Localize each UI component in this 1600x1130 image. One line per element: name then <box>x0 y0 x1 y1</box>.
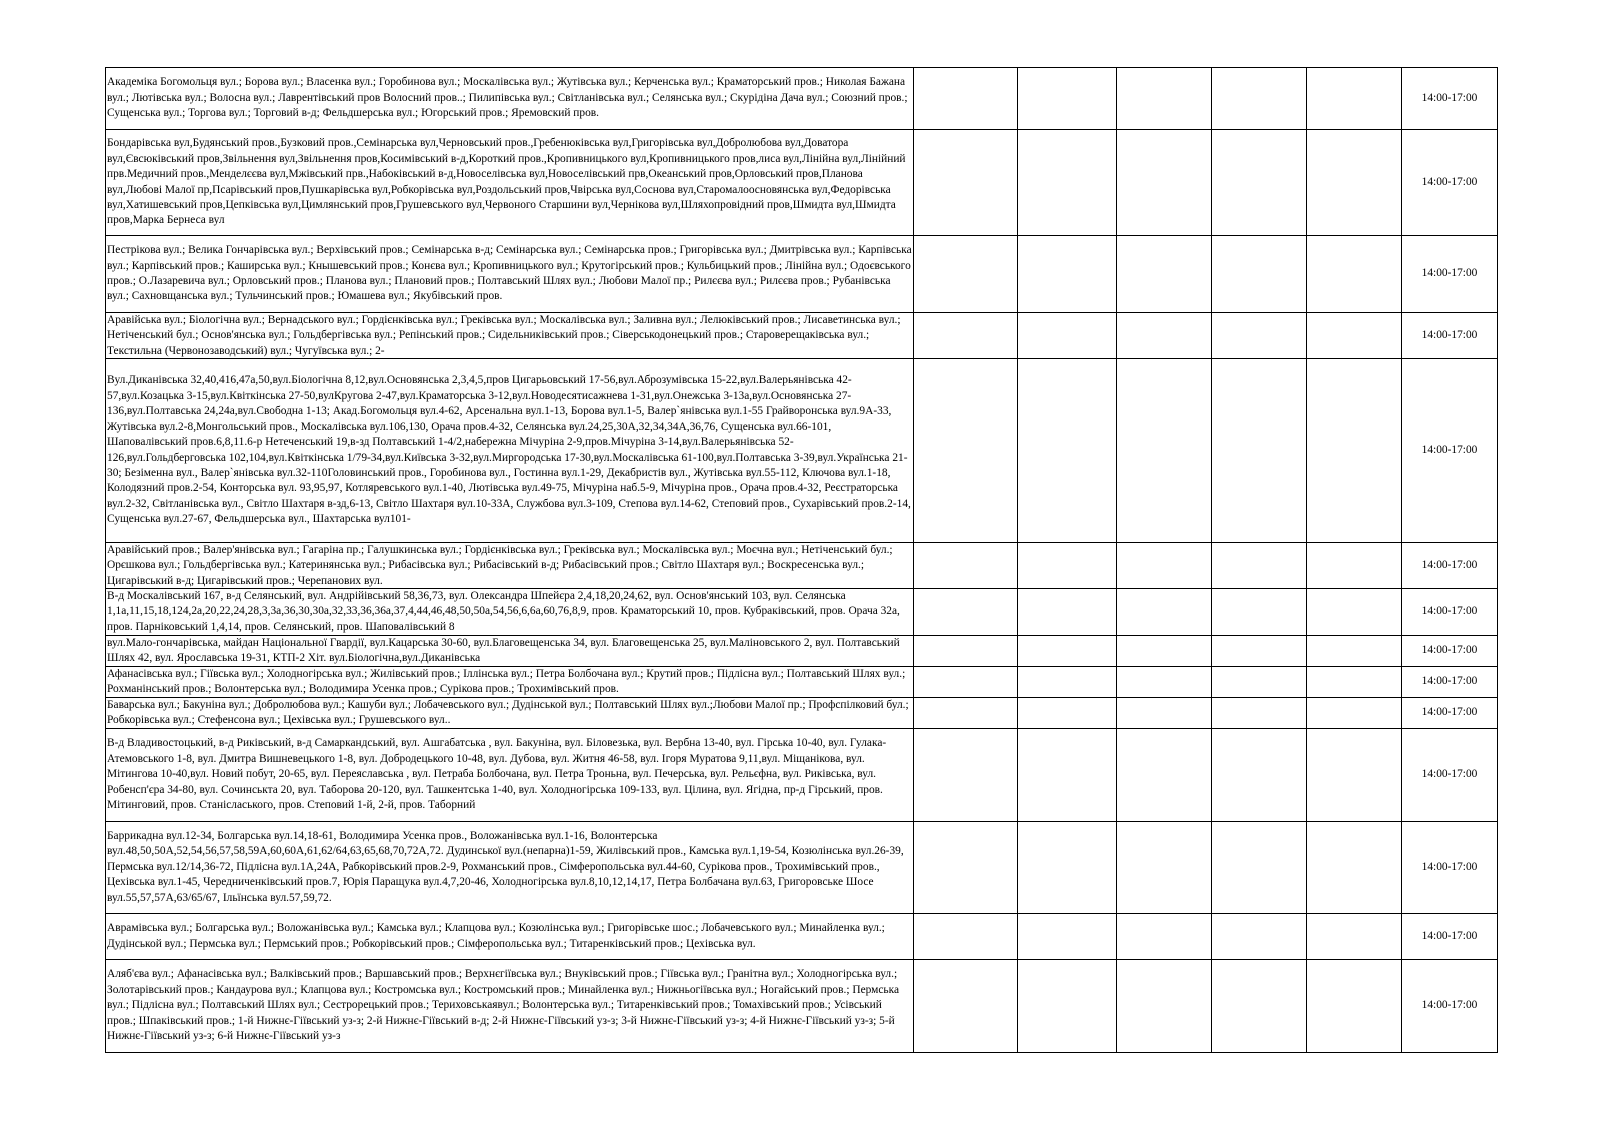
address-cell <box>106 589 914 636</box>
address-cell <box>106 729 914 822</box>
empty-cell <box>914 729 1018 822</box>
empty-cell <box>914 589 1018 636</box>
empty-cell <box>1018 698 1117 729</box>
time-window-cell: 14:00-17:00 <box>1402 359 1498 543</box>
empty-cell <box>1307 130 1402 236</box>
street-list: Академіка Богомольця вул.; Борова вул.; Власенка вул.; Горобинова вул.; Москалівська вул.; Жутівська вул.; Керченська вул.; Краматорський пров.; Николая Бажана вул.; Лютівська вул.; Волосна вул.; Лаврентівський пров Волосний пров..; Пилипівська вул.; Світланівська вул.; Селянська вул.; Скурідіна Дача вул.; Союзний пров.; Сущенська вул.; Торгова вул.; Торговий в-д; Фельдшерська вул.; Югорський пров.; Яремовский пров. <box>107 76 908 120</box>
empty-cell <box>1212 667 1307 698</box>
address-cell <box>106 822 914 914</box>
address-cell <box>106 68 914 130</box>
time-window-cell: 14:00-17:00 <box>1402 589 1498 636</box>
empty-cell <box>1018 914 1117 960</box>
empty-cell <box>1212 130 1307 236</box>
empty-cell <box>1307 667 1402 698</box>
table-row <box>106 960 1498 1053</box>
empty-cell <box>914 68 1018 130</box>
address-cell <box>106 914 914 960</box>
empty-cell <box>1117 667 1212 698</box>
empty-cell <box>1307 236 1402 313</box>
time-window-cell: 14:00-17:00 <box>1402 667 1498 698</box>
outage-schedule-table <box>105 67 1498 1053</box>
empty-cell <box>1212 914 1307 960</box>
table-row <box>106 236 1498 313</box>
table-row <box>106 667 1498 698</box>
empty-cell <box>914 543 1018 589</box>
empty-cell <box>1307 636 1402 667</box>
empty-cell <box>1307 914 1402 960</box>
empty-cell <box>1212 636 1307 667</box>
empty-cell <box>1117 130 1212 236</box>
empty-cell <box>1117 589 1212 636</box>
street-list: Афанасівська вул.; Гіївська вул.; Холодногірська вул.; Жилівський пров.; Іллінська вул.; Петра Болбочана вул.; Крутий пров.; Підлісна вул.; Полтавський Шлях вул.; Рохманінський пров.; Волонтерська вул.; Володимира Усенка пров.; Сурікова пров.; Трохимівський пров. <box>107 668 906 696</box>
time-window-cell: 14:00-17:00 <box>1402 68 1498 130</box>
empty-cell <box>1212 822 1307 914</box>
time-window-cell: 14:00-17:00 <box>1402 130 1498 236</box>
table-row <box>106 698 1498 729</box>
empty-cell <box>1307 960 1402 1053</box>
empty-cell <box>914 130 1018 236</box>
address-cell <box>106 960 914 1053</box>
empty-cell <box>1307 68 1402 130</box>
empty-cell <box>914 636 1018 667</box>
address-cell <box>106 236 914 313</box>
empty-cell <box>1018 236 1117 313</box>
address-cell <box>106 698 914 729</box>
empty-cell <box>1117 822 1212 914</box>
empty-cell <box>1018 359 1117 543</box>
empty-cell <box>1307 543 1402 589</box>
empty-cell <box>914 667 1018 698</box>
table-row <box>106 636 1498 667</box>
empty-cell <box>1212 589 1307 636</box>
time-window-cell: 14:00-17:00 <box>1402 729 1498 822</box>
empty-cell <box>1018 729 1117 822</box>
empty-cell <box>914 236 1018 313</box>
table-row <box>106 914 1498 960</box>
empty-cell <box>1018 822 1117 914</box>
street-list: В-д Москалівський 167, в-д Селянський, вул. Андрійівський 58,36,73, вул. Олександра Шпейєра 2,4,18,20,24,62, вул. Основ'янський 103, вул. Селянська 1,1а,11,15,18,124,2а,20,22,24,28,3,3а,36,30,30а,32,33,36,36а,37,4,44,46,48,50,50а,54,56,6,6а,60,76,8,9, пров. Краматорський 10, пров. Кубраківський, пров. Орача 32а, пров. Парніковський 1,4,14, пров. Селянський, пров. Шаповалівський 8 <box>107 590 900 633</box>
empty-cell <box>1117 543 1212 589</box>
empty-cell <box>914 914 1018 960</box>
empty-cell <box>914 960 1018 1053</box>
table-row <box>106 822 1498 914</box>
empty-cell <box>1117 960 1212 1053</box>
empty-cell <box>1212 359 1307 543</box>
empty-cell <box>1117 914 1212 960</box>
street-list: Бондарівська вул,Будянський пров.,Бузковий пров.,Семінарська вул,Черновський пров.,Гребенюківська вул,Григорівська вул,Добролюбова вул,Доватора вул,Євсюківський пров,Звільнення вул,Звільнення пров,Косимівський в-д,Короткий пров.,Кропивницького вул,Кропивницького пров,лиса вул,Лінійна вул,Лінійний прв.Медичний пров.,Менделєєва вул,Мжівський прв.,Набоківський в-д,Новоселівська вул,Новоселівський прв,Океанський пров,Орловський пров,Планова вул,Любові Малої пр,Псарівський пров,Пушкарівська вул,Робкорівська вул,Роздольський пров,Чвірська вул,Соснова вул,Старомалооснoвянська вул,Федорівська вул,Хатишевський пров,Цепківська вул,Цимлянський пров,Грушевського вул,Червоного Старшини вул,Чернікова вул,Шляхопровідний пров,Шмидта вул,Шмидта пров,Марка Бернеса вул <box>107 137 906 227</box>
empty-cell <box>1307 822 1402 914</box>
address-cell <box>106 636 914 667</box>
empty-cell <box>1212 236 1307 313</box>
empty-cell <box>1212 960 1307 1053</box>
empty-cell <box>1117 313 1212 359</box>
empty-cell <box>1212 729 1307 822</box>
address-cell <box>106 667 914 698</box>
time-window-cell: 14:00-17:00 <box>1402 960 1498 1053</box>
empty-cell <box>1018 667 1117 698</box>
address-cell <box>106 543 914 589</box>
empty-cell <box>1018 68 1117 130</box>
table-row <box>106 313 1498 359</box>
empty-cell <box>1117 236 1212 313</box>
address-cell <box>106 313 914 359</box>
empty-cell <box>1307 729 1402 822</box>
table-body <box>106 68 1498 1053</box>
empty-cell <box>1018 589 1117 636</box>
address-cell <box>106 359 914 543</box>
empty-cell <box>1018 130 1117 236</box>
address-cell <box>106 130 914 236</box>
table-row <box>106 729 1498 822</box>
table-row <box>106 543 1498 589</box>
empty-cell <box>1117 359 1212 543</box>
street-list: Баррикадна вул.12-34, Болгарська вул.14,18-61, Володимира Усенка пров., Воложанівська вул.1-16, Волонтерська вул.48,50,50А,52,54,56,57,58,59А,60,60А,61,62/64,63,65,68,70,72А,72. Дудинської вул.(непарна)1-59, Жилівський пров., Камська вул.1,19-54, Козюлінська вул.26-39, Пермська вул.12/14,36-72, Підлісна вул.1А,24А, Рабкорівський пров.2-9, Рохманський пров., Сімферопольська вул.44-60, Сурікова пров., Трохимівський пров., Цехівська вул.1-45, Чередниченківський пров.7, Юрія Паращука вул.4,7,20-46, Холодногірська вул.8,10,12,14,17, Петра Болбачана вул.63, Григоровське Шосе вул.55,57,57А,63/65/67, Ільїнська вул.57,59,72. <box>107 829 904 904</box>
street-list: Аравійський пров.; Валер'янівська вул.; Гагаріна пр.; Галушкинська вул.; Гордієнківська вул.; Греківська вул.; Москалівська вул.; Моєчна вул.; Нетіченський бул.; Орєшкова вул.; Гольдбергівська вул.; Катеринянська вул.; Рибасівська вул.; Рибасівський в-д; Рибасівський пров.; Світло Шахтаря вул.; Воскресенська вул.; Цигарівський в-д; Цигарівський пров.; Черепанових вул. <box>107 544 893 587</box>
street-list: Вул.Диканівська 32,40,416,47а,50,вул.Біологічна 8,12,вул.Основянська 2,3,4,5,пров Цигарьовський 17-56,вул.Аброзумівська 15-22,вул.Валерьянівська 42-57,вул.Козацька 3-15,вул.Квіткінська 27-50,вулКругова 2-47,вул.Краматорська 3-12,вул.Новодесятисажнева 1-31,вул.Онежська 3-13а,вул.Основянська 27-136,вул.Полтавська 24,24а,вул.Свободна 1-13; Акад.Богомольця вул.4-62, Арсенальна вул.1-13, Борова вул.1-5, Валер`янівська вул.1-55 Грайворонська вул.9А-33, Жутівська вул.2-8,Монгольський пров., Москалівська вул.106,130, Орача пров.4-32, Селянська вул.24,25,30А,32,34,34А,36,76, Сущенська вул.66-101, Шаповалівський пров.6,8,11.6-р Нетеченський 19,в-зд Полтавський 1-4/2,набережна Мічуріна 2-9,пров.Мічуріна 3-14,вул.Валерьянівська 52-126,вул.Гольдберговська 102,104,вул.Квіткінська 1/79-34,вул.Київська 3-32,вул.Миргородська 17-30,вул.Москалівська 61-100,вул.Полтавська 3-39,вул.Українська 21-30; Безіменна вул., Валер`янівська вул.32-110Головинський пров., Горобинова вул., Гостинна вул.1-29, Декабристів вул., Жутівська вул.55-112, Ключова вул.1-18, Колодязний пров.2-54, Конторська вул. 93,95,97, Котляревського вул.1-40, Лютівська вул.49-75, Мічуріна наб.5-9, Мічуріна пров., Орача пров.4-32, Реєстраторська вул.2-32, Світланівська вул., Світло Шахтаря в-зд,6-13, Світло Шахтаря вул.10-33А, Службова вул.3-109, Степова вул.14-62, Степовий пров., Сухарівський пров.2-14, Сущенська вул.27-67, Фельдшерська вул., Шахтарська вул101- <box>107 374 911 526</box>
empty-cell <box>1212 543 1307 589</box>
empty-cell <box>1117 698 1212 729</box>
empty-cell <box>1018 636 1117 667</box>
empty-cell <box>1212 698 1307 729</box>
time-window-cell: 14:00-17:00 <box>1402 698 1498 729</box>
time-window-cell: 14:00-17:00 <box>1402 822 1498 914</box>
table-row <box>106 130 1498 236</box>
empty-cell <box>1117 636 1212 667</box>
empty-cell <box>914 822 1018 914</box>
time-window-cell: 14:00-17:00 <box>1402 543 1498 589</box>
street-list: В-д Владивостоцький, в-д Риківський, в-д Самаркандський, вул. Ашгабатська , вул. Бакуніна, вул. Біловезька, вул. Вербна 13-40, вул. Гірська 10-40, вул. Гулака-Атемовського 1-8, вул. Дмитра Вишневецького 1-8, вул. Добродецького 10-48, вул. Дубова, вул. Житня 46-58, вул. Ігоря Муратова 9,11,вул. Міщанікова, вул. Мітингова 10-40,вул. Новий побут, 20-65, вул. Переяславська , вул. Петраба Болбочана, вул. Петра Троньна, вул. Печерська, вул. Рельєфна, вул. Риківська, вул. Робенсп'єра 34-80, вул. Сочинськта 20, вул. Таборова 20-120, вул. Ташкентська 1-40, вул. Холодногірська 109-133, вул. Цілина, вул. Ягідна, пр-д Гірський, пров. Мітинговий, пров. Станісласького, пров. Степовий 1-й, 2-й, пров. Таборний <box>107 737 887 812</box>
time-window-cell: 14:00-17:00 <box>1402 313 1498 359</box>
empty-cell <box>1307 359 1402 543</box>
street-list: Баварська вул.; Бакуніна вул.; Добролюбова вул.; Кашуби вул.; Лобачевського вул.; Дудінськой вул.; Полтавський Шлях вул.;Любови Малої пр.; Профспілковий бул.; Робкорівська вул.; Стефенсона вул.; Цехівська вул.; Грушевського вул.. <box>107 699 909 727</box>
time-window-cell: 14:00-17:00 <box>1402 636 1498 667</box>
empty-cell <box>1307 698 1402 729</box>
empty-cell <box>1117 68 1212 130</box>
empty-cell <box>914 359 1018 543</box>
empty-cell <box>1117 729 1212 822</box>
empty-cell <box>1307 313 1402 359</box>
empty-cell <box>1307 589 1402 636</box>
empty-cell <box>914 698 1018 729</box>
street-list: Пестрікова вул.; Велика Гончарівська вул.; Верхівський пров.; Семінарська в-д; Семінарська вул.; Семінарська пров.; Григорівська вул.; Дмитрівська вул.; Карпівська вул.; Карпівський пров.; Каширська вул.; Кнышевський пров.; Конєва вул.; Кропивницького вул.; Крутогірський пров.; Кульбицький пров.; Лінійна вул.; Одоєвського пров.; О.Лазаревича вул.; Орловський пров.; Планова вул.; Плановий пров.; Полтавський Шлях вул.; Любови Малої пр.; Рилєєва вул.; Рилєєва пров.; Рубанівська вул.; Сахновщанська вул.; Тульчинський пров.; Юмашева вул.; Якубівський пров. <box>107 244 912 303</box>
empty-cell <box>1212 68 1307 130</box>
table-row <box>106 359 1498 543</box>
empty-cell <box>1018 960 1117 1053</box>
empty-cell <box>1212 313 1307 359</box>
street-list: Аврамівська вул.; Болгарська вул.; Воложанівська вул.; Камська вул.; Клапцова вул.; Козюлінська вул.; Григорівське шос.; Лобачевського вул.; Минайленка вул.; Дудінськой вул.; Пермська вул.; Пермський пров.; Робкорівський пров.; Сімферопольська вул.; Титаренківський пров.; Цехівська вул. <box>107 922 885 950</box>
table-row <box>106 589 1498 636</box>
empty-cell <box>1018 313 1117 359</box>
empty-cell <box>1018 543 1117 589</box>
time-window-cell: 14:00-17:00 <box>1402 914 1498 960</box>
schedule-sheet <box>105 67 1497 1053</box>
street-list: Аравійська вул.; Біологічна вул.; Вернадського вул.; Гордієнківська вул.; Греківська вул.; Москалівська вул.; Заливна вул.; Лелюківський пров.; Лисаветинська вул.; Нетіченський бул.; Основ'янська вул.; Гольдбергівська вул.; Репінський пров.; Сидельниківський пров.; Сіверськодонецький пров.; Староверещаківська вул.; Текстильна (Червонозаводський) вул.; Чугуївська вул.; 2- <box>107 314 901 357</box>
time-window-cell: 14:00-17:00 <box>1402 236 1498 313</box>
empty-cell <box>914 313 1018 359</box>
street-list: Аляб'єва вул.; Афанасівська вул.; Валківський пров.; Варшавський пров.; Верхнєгіївська вул.; Внуківський пров.; Гіївська вул.; Гранітна вул.; Холодногірська вул.; Золотарівський пров.; Кандаурова вул.; Клапцова вул.; Костромська вул.; Костромський пров.; Минайленка вул.; Нижньогіївська вул.; Ногайський пров.; Пермська вул.; Підлісна вул.; Полтавський Шлях вул.; Сестрорецький пров.; Териховськаявул.; Волонтерська вул.; Титаренківський пров.; Томахівський пров.; Усівський пров.; Шпаківський пров.; 1-й Нижнє-Гіївський уз-з; 2-й Нижнє-Гіївський в-д; 2-й Нижнє-Гіївський уз-з; 3-й Нижнє-Гіївський уз-з; 4-й Нижнє-Гіївський уз-з; 5-й Нижнє-Гіївський уз-з; 6-й Нижнє-Гіївський уз-з <box>107 968 900 1043</box>
table-row <box>106 68 1498 130</box>
street-list: вул.Мало-гончарівська, майдан Національної Гвардії, вул.Кацарська 30-60, вул.Благовещенська 34, вул. Благовещенська 25, вул.Маліновського 2, вул. Полтавський Шлях 42, вул. Ярославська 19-31, КТП-2 Хіт. вул.Біологічна,вул.Диканівська <box>107 637 900 665</box>
